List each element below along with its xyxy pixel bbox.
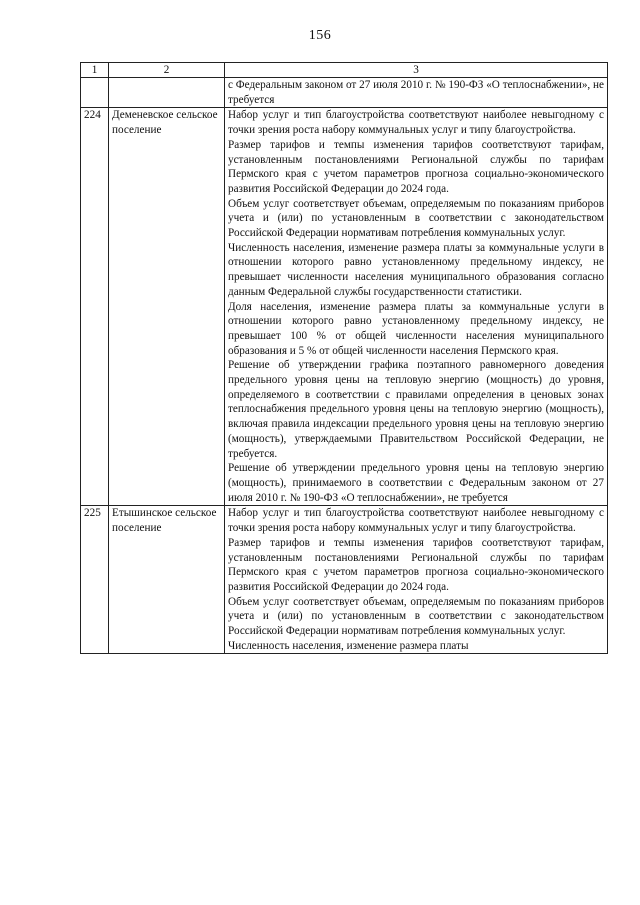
municipality-name: Етышинское сельское поселение xyxy=(109,506,225,654)
continuation-num-cell xyxy=(81,78,109,108)
paragraph: Численность населения, изменение размера платы xyxy=(228,639,469,652)
table-row xyxy=(81,506,608,654)
paragraph: Объем услуг соответствует объемам, определяемым по показаниям приборов учета и (или) по установленным в соответствии с законодательством Российской Федерации нормативам потребления коммунальных услуг. xyxy=(228,197,604,240)
paragraph: Объем услуг соответствует объемам, определяемым по показаниям приборов учета и (или) по установленным в соответствии с законодательством Российской Федерации нормативам потребления коммунальных услуг. xyxy=(228,595,604,638)
paragraph: Решение об утверждении графика поэтапного равномерного доведения предельного уровня цены на тепловую энергию (мощность) до уровня, определяемого в соответствии с правилами определения в ценовых зонах теплоснабжения предельного уровня цены на тепловую энергию (мощность), включая правила индексации предельного уровня цены на тепловую энергию (мощность), утверждаемыми Правительством Российской Федерации, не требуется. xyxy=(228,359,604,460)
row-number: 225 xyxy=(81,506,109,654)
paragraph: Набор услуг и тип благоустройства соответствуют наиболее невыгодному с точки зрения роста набору коммунальных услуг и типу благоустройства. xyxy=(228,109,604,137)
table-row xyxy=(81,108,608,506)
continuation-row xyxy=(81,78,608,108)
column-header-1: 1 xyxy=(81,63,109,78)
paragraph: Решение об утверждении предельного уровня цены на тепловую энергию (мощность), принимаемого в соответствии с Федеральным законом от 27 июля 2010 г. № 190-ФЗ «О теплоснабжении», не требуется xyxy=(228,462,604,504)
paragraph: Доля населения, изменение размера платы за коммунальные услуги в отношении которого равно установленному предельному индексу, не превышает 100 % от общей численности населения муниципального образования и 5 % от общей численности населения Пермского края. xyxy=(228,300,604,357)
paragraph: Набор услуг и тип благоустройства соответствуют наиболее невыгодному с точки зрения роста набору коммунальных услуг и типу благоустройства. xyxy=(228,507,604,535)
paragraph: Численность населения, изменение размера платы за коммунальные услуги в отношении которого равно установленному предельному индексу, не превышает численности населения муниципального образования согласно данным Федеральной службы государственности статистики. xyxy=(228,241,604,298)
continuation-text: с Федеральным законом от 27 июля 2010 г. № 190-ФЗ «О теплоснабжении», не требуется xyxy=(228,79,604,106)
municipality-name: Деменевское сельское поселение xyxy=(109,108,225,506)
paragraph: Размер тарифов и темпы изменения тарифов соответствуют тарифам, установленным постановлениями Региональной службы по тарифам Пермского края с учетом параметров прогноза социально-экономического развития Российской Федерации до 2024 года. xyxy=(228,536,604,593)
row-description xyxy=(225,506,608,654)
page-number: 156 xyxy=(308,28,332,43)
paragraph: Размер тарифов и темпы изменения тарифов соответствуют тарифам, установленным постановлениями Региональной службы по тарифам Пермского края с учетом параметров прогноза социально-экономического развития Российской Федерации до 2024 года. xyxy=(228,138,604,195)
column-header-2: 2 xyxy=(109,63,225,78)
row-number: 224 xyxy=(81,108,109,506)
column-header-3: 3 xyxy=(225,63,608,78)
tariff-table xyxy=(80,62,608,654)
table-header-row xyxy=(81,63,608,78)
continuation-name-cell xyxy=(109,78,225,108)
row-description xyxy=(225,108,608,506)
continuation-text-cell xyxy=(225,78,608,108)
